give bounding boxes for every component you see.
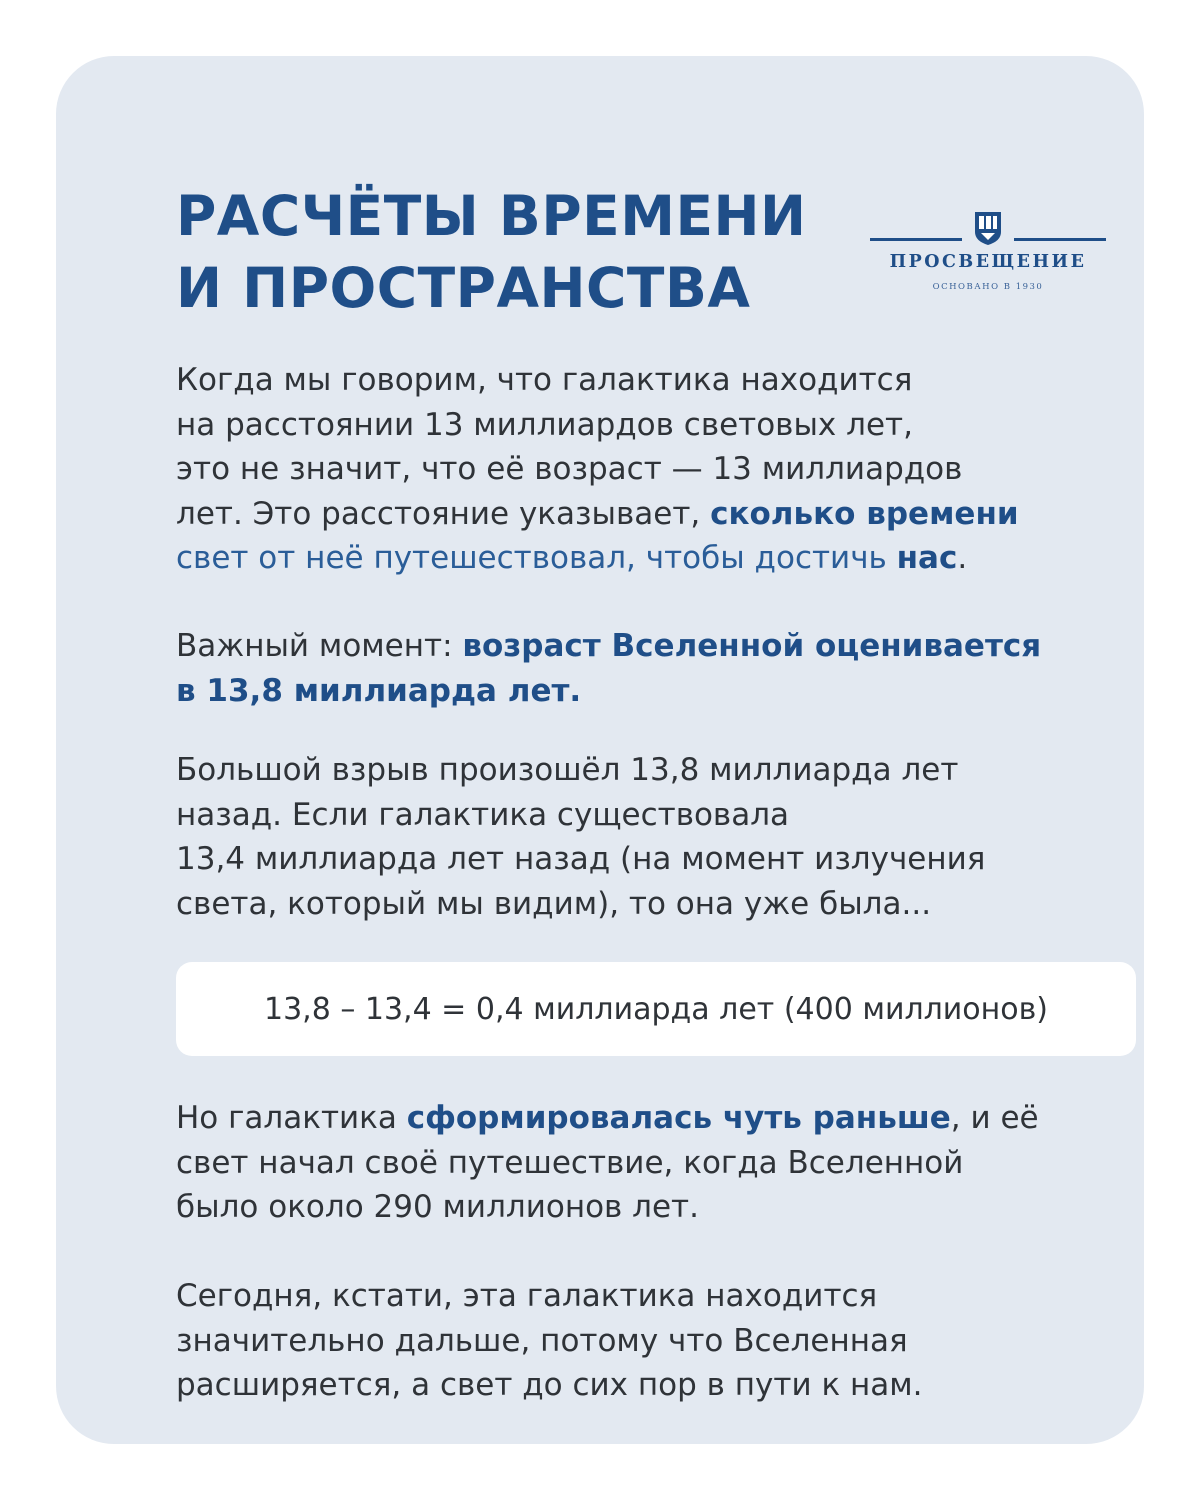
- paragraph-big-bang: [176, 748, 985, 926]
- highlight-text: свет от неё путешествовал, чтобы достичь: [176, 540, 897, 576]
- paragraph-distance: [176, 358, 1019, 581]
- paragraph-line: Большой взрыв произошёл 13,8 миллиарда лет: [176, 752, 959, 788]
- paragraph-line: свет начал своё путешествие, когда Вселенной: [176, 1144, 964, 1181]
- emphasis-text: возраст Вселенной оценивается: [462, 628, 1042, 664]
- content-card: [56, 56, 1144, 1444]
- paragraph-line: расширяется, а свет до сих пор в пути к нам.: [176, 1367, 923, 1403]
- paragraph-line: Сегодня, кстати, эта галактика находится: [176, 1278, 878, 1314]
- paragraph-text: .: [957, 540, 968, 576]
- paragraph-universe-age: [176, 624, 1041, 713]
- paragraph-line: Когда мы говорим, что галактика находится: [176, 362, 913, 398]
- paragraph-line: [176, 536, 1019, 581]
- title-line-2: И ПРОСТРАНСТВА: [176, 256, 751, 320]
- paragraph-line: [176, 624, 1041, 669]
- title-line-1: РАСЧЁТЫ ВРЕМЕНИ: [176, 184, 807, 248]
- paragraph-text: Но галактика: [176, 1100, 407, 1136]
- logo-rule-left: [870, 238, 962, 241]
- paragraph-text: лет. Это расстояние указывает,: [176, 495, 711, 532]
- paragraph-line: значительно дальше, потому что Вселенная: [176, 1322, 908, 1359]
- paragraph-text: Важный момент:: [176, 628, 463, 664]
- paragraph-line: на расстоянии 13 миллиардов световых лет,: [176, 406, 913, 443]
- emphasis-line: в 13,8 миллиарда лет.: [176, 672, 582, 709]
- emphasis-text: сколько времени: [710, 495, 1019, 532]
- paragraph-formation: [176, 1096, 1039, 1230]
- paragraph-line: света, который мы видим), то она уже была...: [176, 885, 932, 922]
- logo-subtitle: ОСНОВАНО В 1930: [932, 282, 1044, 292]
- paragraph-line: 13,4 миллиарда лет назад (на момент излучения: [176, 841, 986, 877]
- formula-box: 13,8 – 13,4 = 0,4 миллиарда лет (400 миллионов): [176, 962, 1136, 1056]
- paragraph-line: назад. Если галактика существовала: [176, 796, 790, 833]
- logo-rule-right: [1014, 238, 1106, 241]
- logo-wordmark: ПРОСВЕЩЕНИЕ: [889, 252, 1087, 272]
- emphasis-text: сформировалась чуть раньше: [406, 1100, 951, 1136]
- emphasis-text: нас: [896, 540, 958, 576]
- publisher-logo: [868, 206, 1108, 296]
- paragraph-line: [176, 492, 1019, 537]
- paragraph-line: это не значит, что её возраст — 13 миллиардов: [176, 451, 963, 487]
- page-title: [176, 180, 836, 324]
- prosveshchenie-emblem-icon: [972, 208, 1004, 246]
- paragraph-text: , и её: [950, 1100, 1039, 1136]
- paragraph-line: [176, 1096, 1039, 1141]
- paragraph-line: было около 290 миллионов лет.: [176, 1189, 699, 1225]
- paragraph-expansion: [176, 1274, 923, 1408]
